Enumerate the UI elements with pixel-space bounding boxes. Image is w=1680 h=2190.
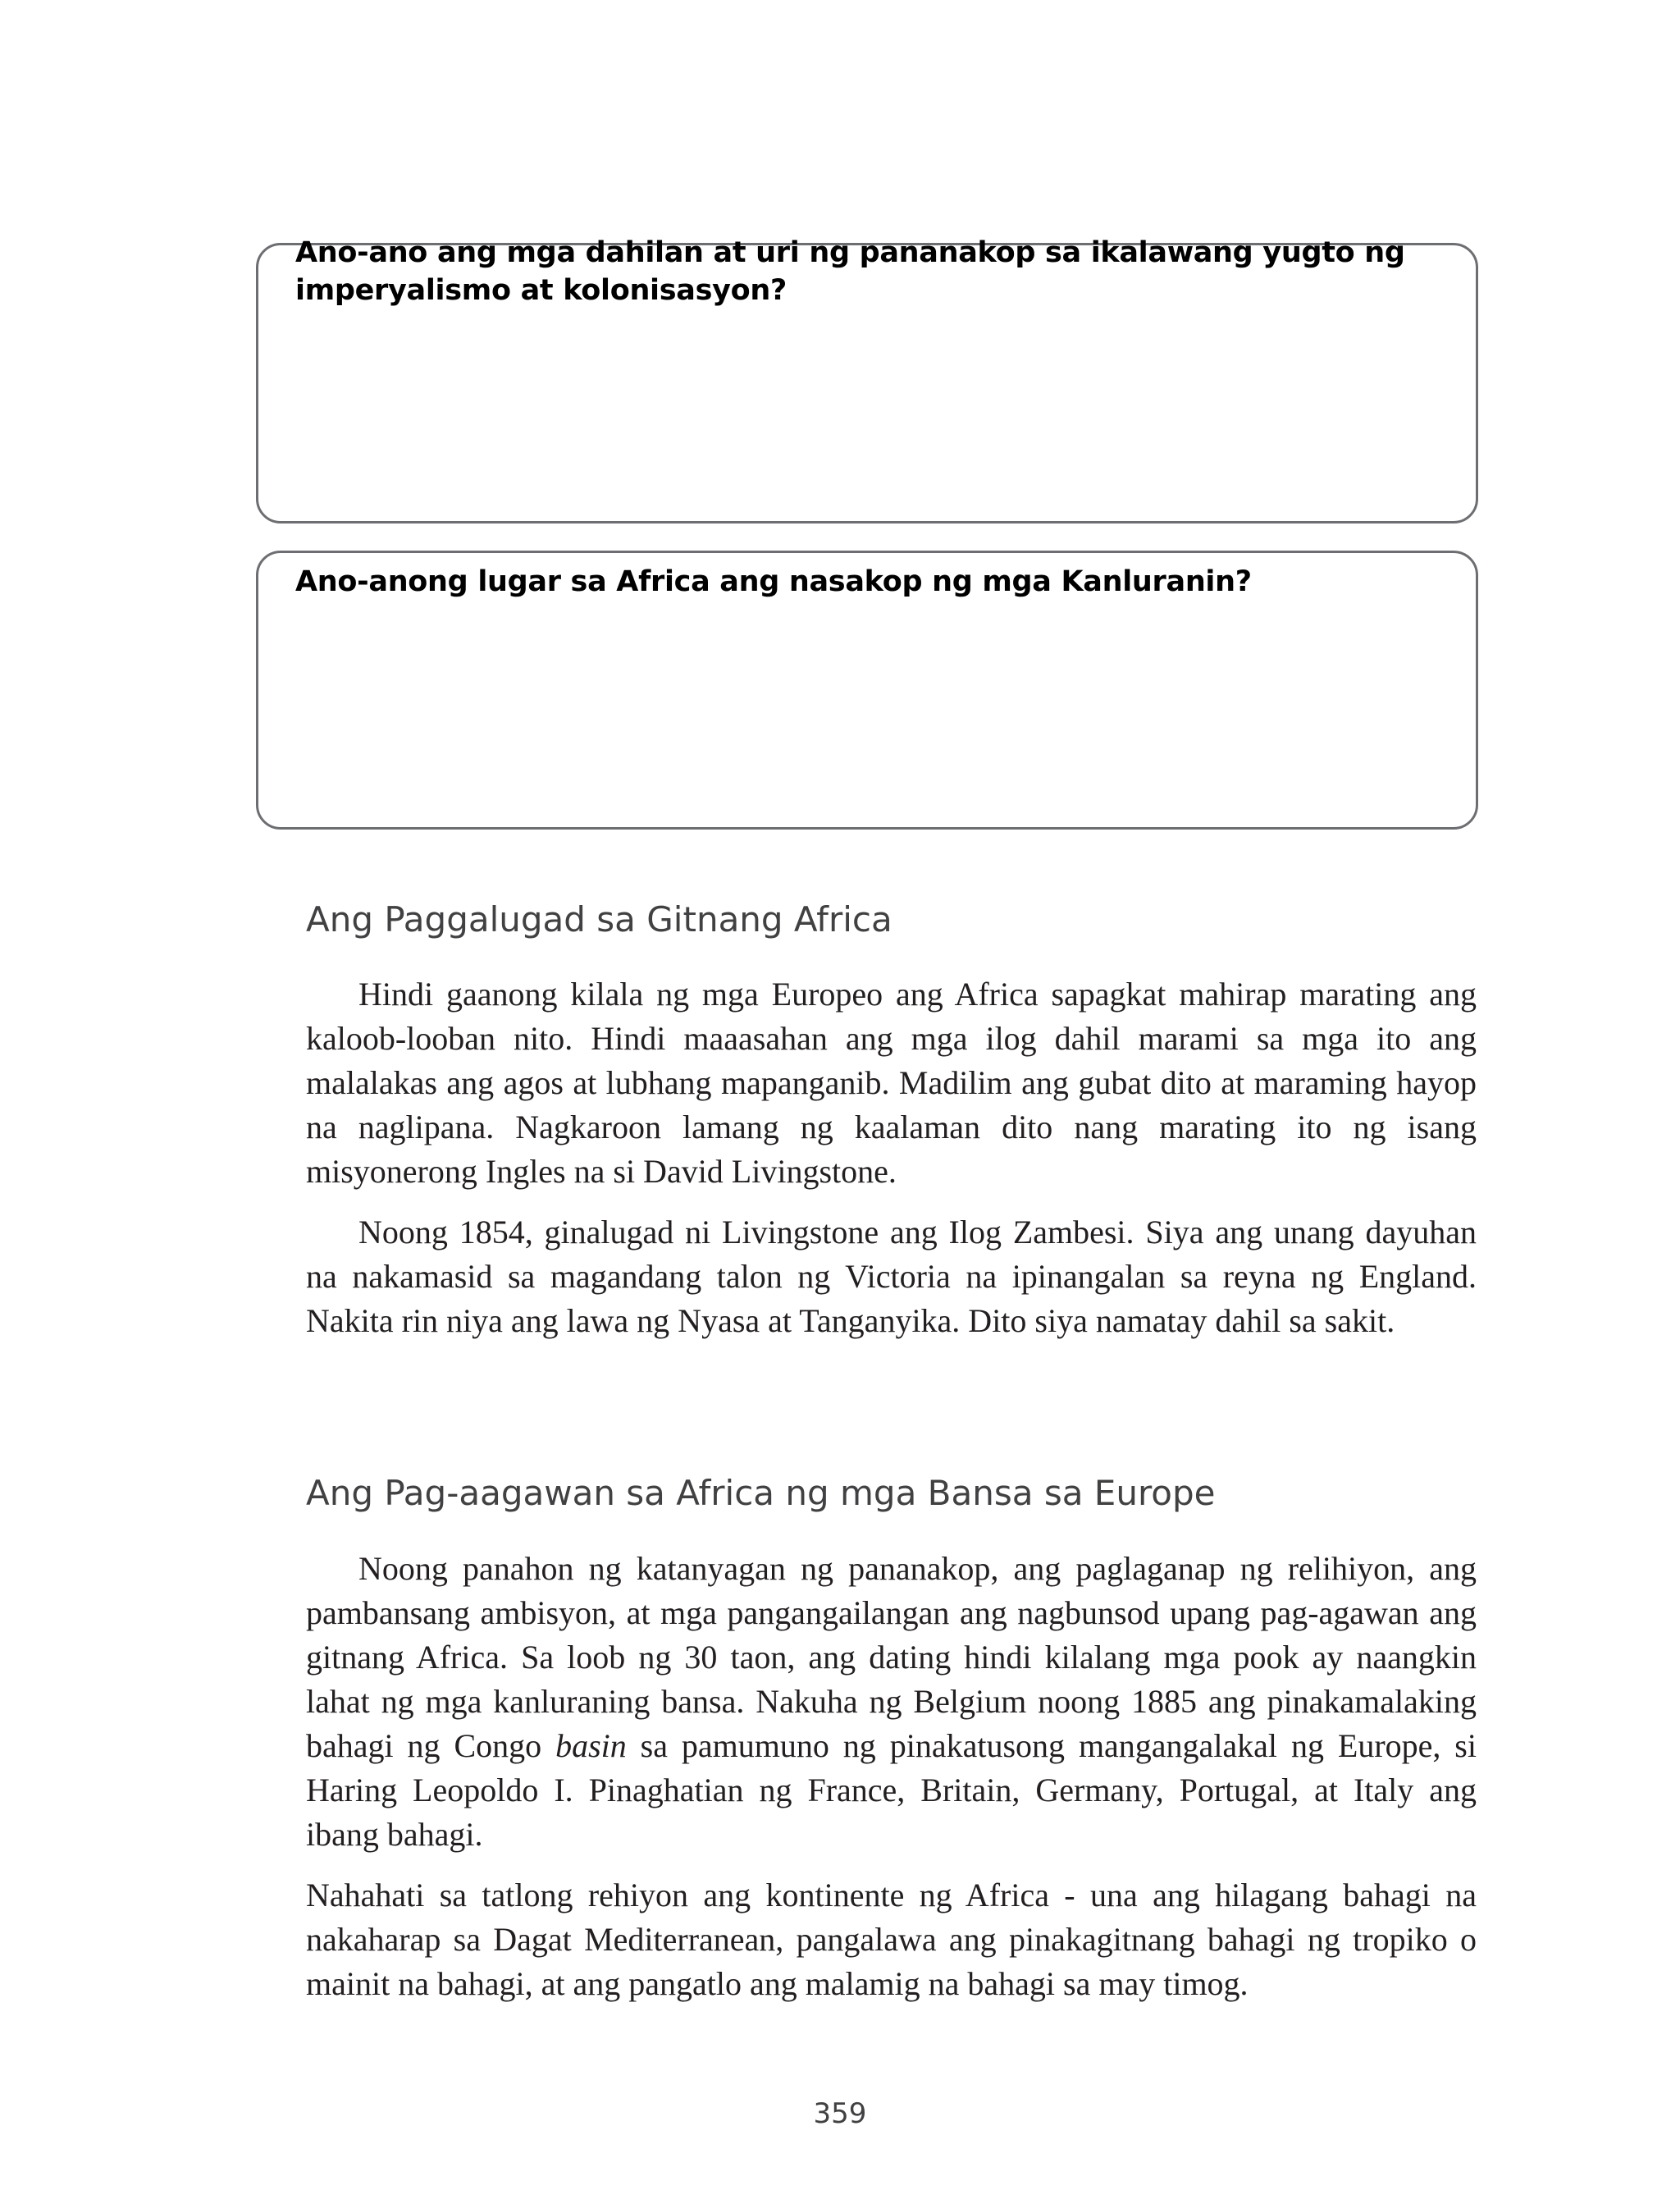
question-box-2	[256, 551, 1478, 830]
paragraph-text: sa pamumuno ng pinakatusong mangangalakal ng Europe, si Haring Leopoldo I. Pinaghatian ng France, Britain, Germany, Portugal, at Italy ang ibang bahagi.	[306, 1727, 1477, 1853]
question-text: Ano-ano ang mga dahilan at uri ng pananakop sa ikalawang yugto ng imperyalismo at kolonisasyon?	[295, 236, 1405, 307]
body-paragraph: Noong 1854, ginalugad ni Livingstone ang Ilog Zambesi. Siya ang unang dayuhan na nakamasid sa magandang talon ng Victoria na ipinangalan sa reyna ng England. Nakita rin niya ang lawa ng Nyasa at Tanganyika. Dito siya namatay dahil sa sakit.	[306, 1214, 1477, 1339]
body-paragraph	[306, 1547, 1477, 1857]
section-heading-explorations: Ang Paggalugad sa Gitnang Africa	[306, 899, 892, 940]
question-text: Ano-anong lugar sa Africa ang nasakop ng mga Kanluranin?	[295, 565, 1252, 598]
section-heading-scramble: Ang Pag-aagawan sa Africa ng mga Bansa sa Europe	[306, 1473, 1216, 1513]
body-paragraph: Nahahati sa tatlong rehiyon ang kontinente ng Africa - una ang hilagang bahagi na nakaharap sa Dagat Mediterranean, pangalawa ang pinakagitnang bahagi ng tropiko o mainit na bahagi, at ang pangatlo ang malamig na bahagi sa may timog.	[306, 1877, 1477, 2002]
italic-term: basin	[555, 1727, 627, 1764]
question-box-1	[256, 236, 1478, 523]
paragraph-text: Noong panahon ng katanyagan ng pananakop, ang paglaganap ng relihiyon, ang pambansang ambisyon, at mga pangangailangan ang nagbunsod upang pag-agawan ang gitnang Africa. Sa loob ng 30 taon, ang dating hindi kilalang mga pook ay naangkin lahat ng mga kanluraning bansa. Nakuha ng Belgium noong 1885 ang pinakamalaking bahagi ng Congo	[306, 1550, 1477, 1764]
page-number: 359	[813, 2097, 867, 2130]
body-paragraph: Hindi gaanong kilala ng mga Europeo ang Africa sapagkat mahirap marating ang kaloob-looban nito. Hindi maaasahan ang mga ilog dahil marami sa mga ito ang malalakas ang agos at lubhang mapanganib. Madilim ang gubat dito at maraming hayop na naglipana. Nagkaroon lamang ng kaalaman dito nang marating ito ng isang misyonerong Ingles na si David Livingstone.	[306, 976, 1477, 1190]
